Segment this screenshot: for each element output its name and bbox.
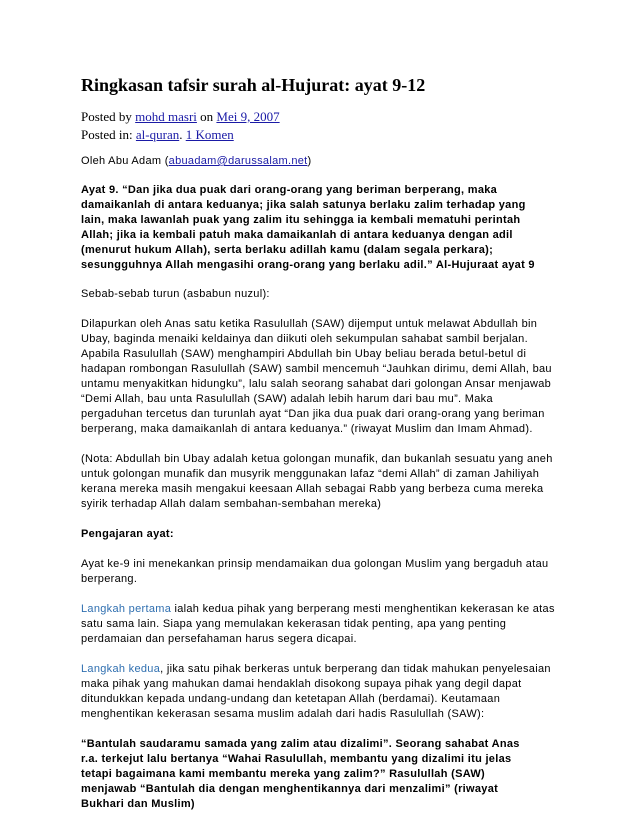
date-link[interactable]: Mei 9, 2007 xyxy=(216,109,280,124)
ayat9-line: lain, maka lawanlah puak yang zalim itu sehingga ia kembali mematuhi perintah xyxy=(81,214,521,226)
ayat9-line: (menurut hukum Allah), serta berlaku adillah kamu (dalam segala perkara); xyxy=(81,244,494,256)
ayat9-line: Allah; jika ia kembali patuh maka damaikanlah di antara keduanya dengan adil xyxy=(81,229,513,241)
sebab-line: Dilapurkan oleh Anas satu ketika Rasulullah (SAW) dijemput untuk melawat Abdullah bin xyxy=(81,318,538,330)
category-link[interactable]: al-quran xyxy=(135,127,180,142)
ayat9-line: Ayat 9. “Dan jika dua puak dari orang-orang yang beriman berperang, maka xyxy=(81,184,498,196)
email-link[interactable]: abuadam@darussalam.net xyxy=(168,155,308,167)
posted-in-line xyxy=(81,127,234,143)
sebab-heading: Sebab-sebab turun (asbabun nuzul): xyxy=(81,288,270,300)
author-prefix: Oleh Abu Adam ( xyxy=(81,155,169,167)
langkah-kedua-label: Langkah kedua xyxy=(81,663,161,675)
langkah1-line xyxy=(81,603,555,615)
bantulah-line: tetapi bagaimana kami membantu mereka yang zalim?” Rasulullah (SAW) xyxy=(81,768,485,780)
separator: . xyxy=(179,127,183,142)
bantulah-line: r.a. terkejut lalu bertanya “Wahai Rasulullah, membantu yang dizalimi itu jelas xyxy=(81,753,512,765)
sebab-line: Ubay, baginda menaiki keldainya dan diikuti oleh sekumpulan sahabat sambil berjalan. xyxy=(81,333,528,345)
sebab-line: “Demi Allah, bau unta Rasulullah (SAW) adalah lebih harum dari bau mu”. Maka xyxy=(81,393,493,405)
langkah2-line: menghentikan kekerasan sesama muslim adalah dari hadis Rasulullah (SAW): xyxy=(81,708,485,720)
page-title: Ringkasan tafsir surah al-Hujurat: ayat 9-12 xyxy=(81,75,426,95)
pengajaran-heading: Pengajaran ayat: xyxy=(81,528,174,540)
author-suffix: ) xyxy=(307,155,312,167)
langkah1-line: perdamaian dan persefahaman harus segera dicapai. xyxy=(81,633,357,645)
sebab-line: untamu menyakitkan hidungku”, lalu salah seorang sahabat dari golongan Ansar menjawab xyxy=(81,378,552,390)
langkah2-line: maka pihak yang mahukan damai hendaklah disokong supaya pihak yang degil dapat xyxy=(81,678,522,690)
ayat9-line: damaikanlah di antara keduanya; jika salah satunya berlaku zalim terhadap yang xyxy=(81,199,526,211)
langkah2-line: ditundukkan kepada undang-undang dan ketetapan Allah (berdamai). Keutamaan xyxy=(81,693,501,705)
nota-line: (Nota: Abdullah bin Ubay adalah ketua golongan munafik, dan bukanlah sesuatu yang aneh xyxy=(81,453,553,465)
posted-by-line xyxy=(81,109,280,125)
posted-by-label: Posted by xyxy=(81,109,132,124)
sebab-line: pergaduhan tercetus dan turunlah ayat “Dan jika dua puak dari orang-orang yang beriman xyxy=(81,408,545,420)
langkah-pertama-label: Langkah pertama xyxy=(81,603,172,615)
bantulah-line: Bukhari dan Muslim) xyxy=(81,798,195,810)
langkah1-line: satu sama lain. Siapa yang memulakan kekerasan tidak penting, apa yang penting xyxy=(81,618,507,630)
sebab-line: hadapan rombongan Rasulullah (SAW) sambil mencemuh “Jauhkan dirimu, demi Allah, bau xyxy=(81,363,552,375)
posted-on-label: on xyxy=(200,109,214,124)
sebab-line: Apabila Rasulullah (SAW) menghampiri Abdullah bin Ubay beliau berada betul-betul di xyxy=(81,348,527,360)
author-line xyxy=(81,155,311,167)
bantulah-line: menjawab “Bantulah dia dengan menghentikannya dari menzalimi” (riwayat xyxy=(81,783,499,795)
nota-line: kerana mereka masih mengakui keesaan Allah sebagai Rabb yang berbeza cuma mereka xyxy=(81,483,544,495)
pengajaran-line: Ayat ke-9 ini menekankan prinsip mendamaikan dua golongan Muslim yang bergaduh atau xyxy=(81,558,549,570)
bantulah-line: “Bantulah saudaramu samada yang zalim atau dizalimi”. Seorang sahabat Anas xyxy=(81,738,520,750)
nota-line: untuk golongan munafik dan musyrik menggunakan lafaz “demi Allah” di zaman Jahiliyah xyxy=(81,468,540,480)
author-link[interactable]: mohd masri xyxy=(135,109,197,124)
posted-in-label: Posted in: xyxy=(81,127,133,142)
comments-link[interactable]: 1 Komen xyxy=(185,127,234,142)
langkah2-line xyxy=(81,663,551,675)
sebab-line: berperang, maka damaikanlah di antara keduanya.” (riwayat Muslim dan Imam Ahmad). xyxy=(81,423,533,435)
nota-line: syirik terhadap Allah dalam sembahan-sembahan mereka) xyxy=(81,498,382,510)
pengajaran-line: berperang. xyxy=(81,573,138,585)
ayat9-line: sesungguhnya Allah mengasihi orang-orang yang berlaku adil.” Al-Hujuraat ayat 9 xyxy=(81,259,535,271)
langkah1-text: ialah kedua pihak yang berperang mesti menghentikan kekerasan ke atas xyxy=(171,603,555,615)
langkah2-text: , jika satu pihak berkeras untuk berperang dan tidak mahukan penyelesaian xyxy=(160,663,551,675)
